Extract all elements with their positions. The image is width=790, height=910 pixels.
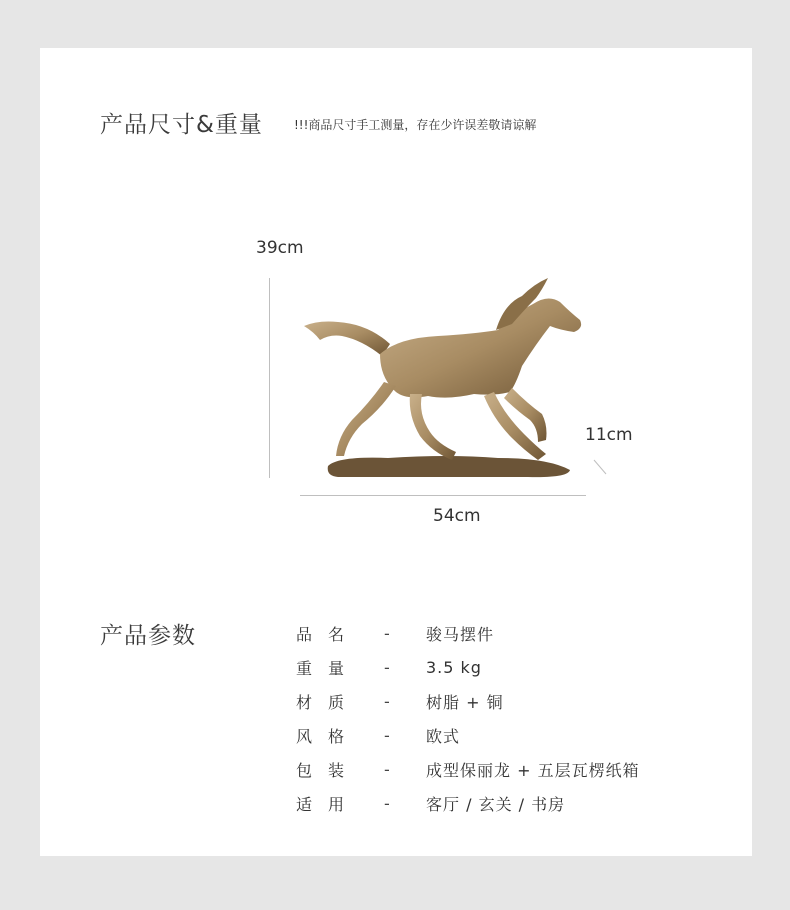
param-row-material xyxy=(296,684,640,718)
param-value: 骏马摆件 xyxy=(426,624,495,644)
param-separator: - xyxy=(384,657,390,677)
size-section-title: 产品尺寸&重量 xyxy=(100,112,263,138)
params-section-title: 产品参数 xyxy=(100,623,196,649)
measurement-note: !!!商品尺寸手工测量，存在少许误差敬请谅解 xyxy=(294,118,537,132)
param-value: 欧式 xyxy=(426,726,461,746)
width-line xyxy=(300,495,586,496)
param-separator: - xyxy=(384,623,390,643)
product-spec-card xyxy=(40,48,752,856)
horse-statue-image xyxy=(298,274,588,484)
height-line xyxy=(269,278,270,478)
param-value: 成型保丽龙 + 五层瓦楞纸箱 xyxy=(426,760,640,780)
param-separator: - xyxy=(384,725,390,745)
param-value: 树脂 + 铜 xyxy=(426,692,504,712)
param-value: 客厅 / 玄关 / 书房 xyxy=(426,794,566,814)
param-row-packaging xyxy=(296,752,640,786)
params-table xyxy=(296,616,640,820)
param-label: 重量 xyxy=(296,658,361,678)
param-value: 3.5 kg xyxy=(426,657,482,677)
height-label: 39cm xyxy=(256,238,304,258)
width-label: 54cm xyxy=(433,506,481,526)
depth-label: 11cm xyxy=(585,425,633,445)
param-row-style xyxy=(296,718,640,752)
param-separator: - xyxy=(384,759,390,779)
param-row-name xyxy=(296,616,640,650)
param-separator: - xyxy=(384,691,390,711)
depth-line xyxy=(592,458,612,478)
param-label: 包装 xyxy=(296,760,361,780)
param-label: 材质 xyxy=(296,692,361,712)
param-row-weight xyxy=(296,650,640,684)
param-separator: - xyxy=(384,793,390,813)
param-label: 风格 xyxy=(296,726,361,746)
param-label: 适用 xyxy=(296,794,361,814)
param-row-usage xyxy=(296,786,640,820)
param-label: 品名 xyxy=(296,624,361,644)
